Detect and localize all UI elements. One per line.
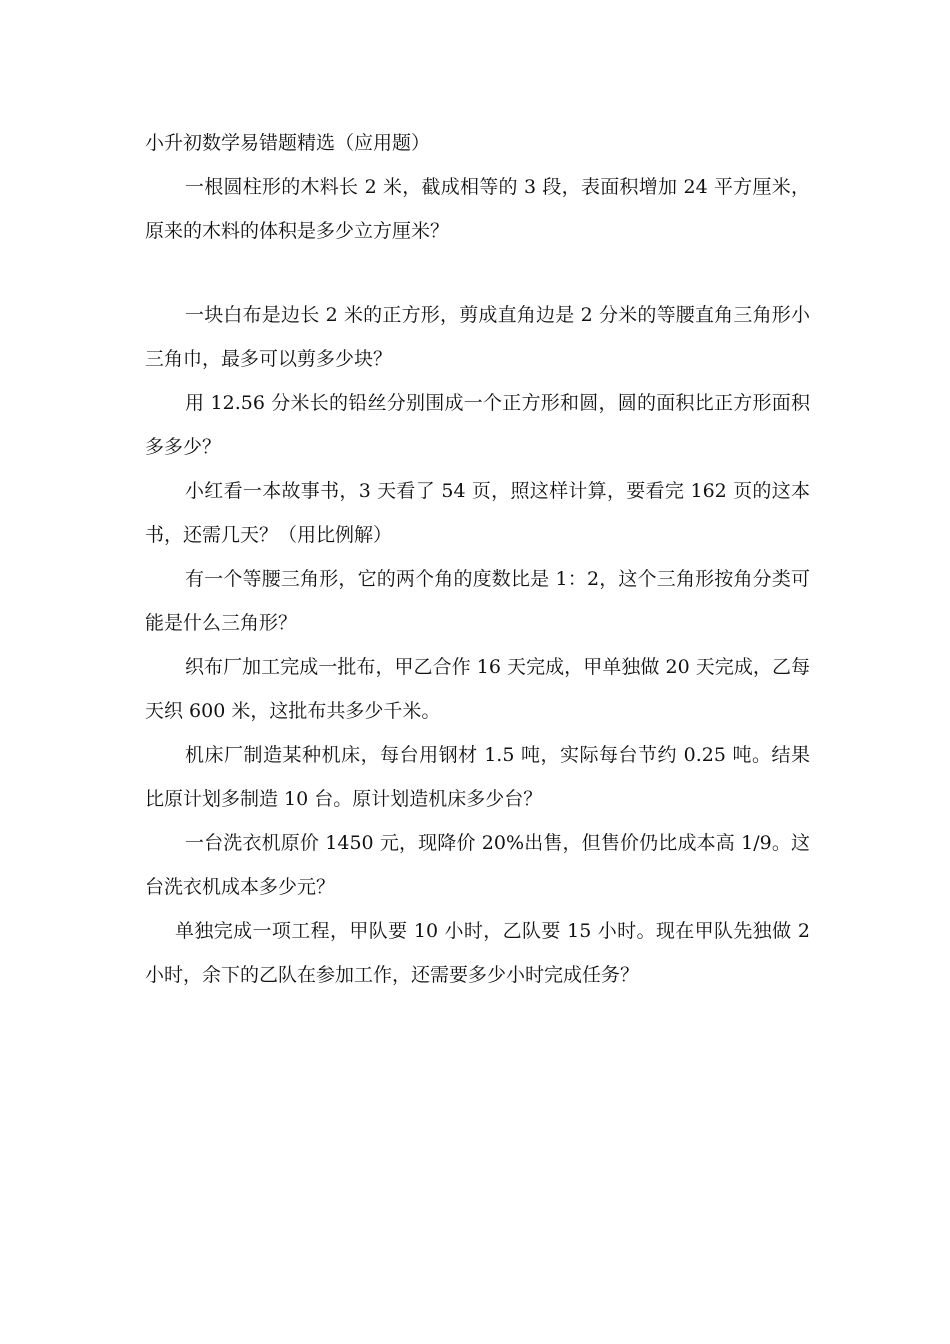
document-body [145,121,810,997]
problem-4: 小红看一本故事书，3 天看了 54 页，照这样计算，要看完 162 页的这本书，还需几天？（用比例解） [145,480,810,546]
problem-7: 机床厂制造某种机床，每台用钢材 1.5 吨，实际每台节约 0.25 吨。结果比原计划多制造 10 台。原计划造机床多少台？ [145,744,810,810]
document-title: 小升初数学易错题精选（应用题） [145,132,431,154]
problem-1: 一根圆柱形的木料长 2 米，截成相等的 3 段，表面积增加 24 平方厘米，原来的木料的体积是多少立方厘米？ [145,176,810,242]
problem-8: 一台洗衣机原价 1450 元，现降价 20%出售，但售价仍比成本高 1/9。这台洗衣机成本多少元？ [145,832,810,898]
problem-9: 单独完成一项工程，甲队要 10 小时，乙队要 15 小时。现在甲队先独做 2 小时，余下的乙队在参加工作，还需要多少小时完成任务？ [145,920,810,986]
problem-5: 有一个等腰三角形，它的两个角的度数比是 1：2，这个三角形按角分类可能是什么三角形？ [145,568,810,634]
problem-3: 用 12.56 分米长的铅丝分别围成一个正方形和圆，圆的面积比正方形面积多多少？ [145,392,810,458]
problem-6: 织布厂加工完成一批布，甲乙合作 16 天完成，甲单独做 20 天完成，乙每天织 600 米，这批布共多少千米。 [145,656,810,722]
problem-2: 一块白布是边长 2 米的正方形，剪成直角边是 2 分米的等腰直角三角形小三角巾，最多可以剪多少块？ [145,304,810,370]
